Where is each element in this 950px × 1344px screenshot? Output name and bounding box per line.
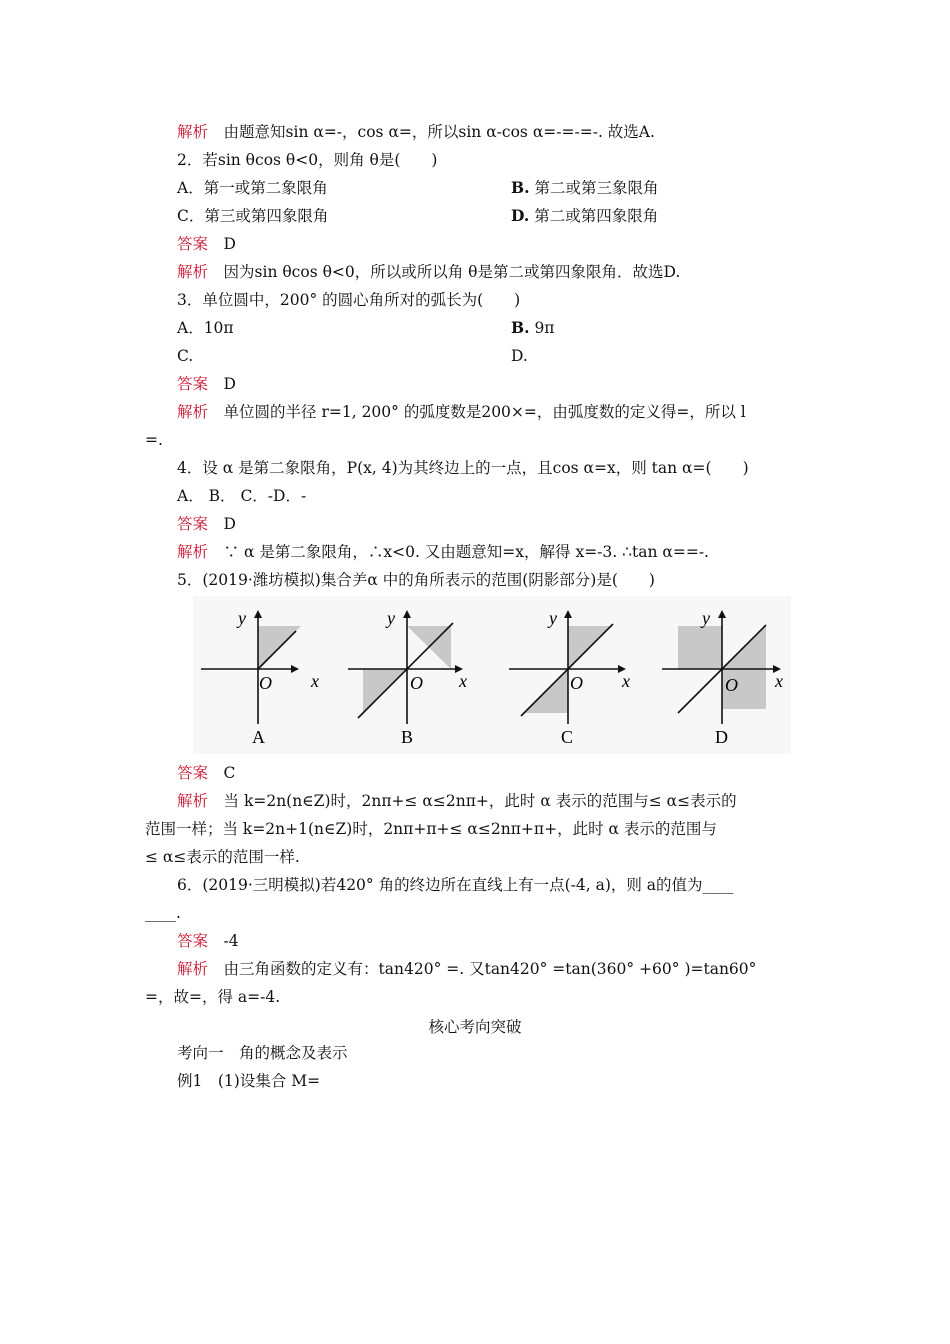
section-title: 核心考向突破 (428, 1018, 522, 1036)
answer-3: 答案 D (177, 375, 236, 393)
panel-c-x-label: x (622, 671, 630, 691)
panel-d-origin: O (725, 675, 738, 695)
explanation-3-cont: =. (145, 431, 163, 449)
panel-d-y-label: y (702, 608, 710, 628)
panel-d-shade-upper (678, 626, 722, 669)
question-6-stem-cont: ____. (145, 904, 181, 922)
question-2-options-cd: C．第三或第四象限角 D. 第二或第四象限角 (177, 206, 659, 225)
answer-2: 答案 D (177, 235, 236, 253)
panel-a-origin: O (259, 673, 272, 693)
answer-6: 答案 -4 (177, 932, 239, 950)
panel-b-origin: O (410, 673, 423, 693)
answer-5: 答案 C (177, 764, 236, 782)
explanation-4: 解析 ∵ α 是第二象限角，∴x<0. 又由题意知=x，解得 x=-3. ∴tan α==-. (177, 543, 709, 561)
question-3-options-cd: C. D. (177, 347, 528, 365)
question-5-stem: 5．(2019·潍坊模拟)集合⺶α 中的角所表示的范围(阴影部分)是( ) (177, 571, 655, 589)
explanation-6-cont: =，故=，得 a=-4. (145, 988, 281, 1006)
explanation-2: 解析 因为sin θcos θ<0，所以或所以角 θ是第二或第四象限角．故选D. (177, 263, 681, 281)
explanation-5: 解析 当 k=2n(n∈Z)时，2nπ+≤ α≤2nπ+，此时 α 表示的范围与≤ α≤表示的 (177, 792, 737, 810)
explanation-3: 解析 单位圆的半径 r=1, 200° 的弧度数是200×=，由弧度数的定义得=，所以 l (177, 403, 746, 421)
panel-a-label: A (252, 727, 265, 747)
panel-a-x-label: x (311, 671, 319, 691)
question-2-options-ab: A．第一或第二象限角 B. 第二或第三象限角 (177, 178, 659, 197)
panel-b-x-label: x (459, 671, 467, 691)
explanation-6: 解析 由三角函数的定义有：tan420° =. 又tan420° =tan(360° +60° )=tan60° (177, 960, 757, 978)
answer-4: 答案 D (177, 515, 236, 533)
question-3-options-ab: A．10π B. 9π (177, 318, 555, 337)
question-2-stem: 2．若sin θcos θ<0，则角 θ是( ) (177, 151, 438, 169)
question-4-stem: 4．设 α 是第二象限角，P(x, 4)为其终边上的一点，且cos α=x，则 tan α=( ) (177, 459, 749, 477)
panel-b-y-label: y (387, 608, 395, 628)
panel-a-y-label: y (238, 608, 246, 628)
question-6-stem: 6．(2019·三明模拟)若420° 角的终边所在直线上有一点(-4, a)，则 a的值为____ (177, 876, 734, 894)
question-5-figure (193, 596, 791, 754)
panel-c-label: C (561, 727, 574, 747)
explanation-5-cont-2: ≤ α≤表示的范围一样. (145, 848, 300, 866)
panel-b-label: B (401, 727, 414, 747)
example-1: 例1 (1)设集合 M= (177, 1072, 321, 1090)
explanation-line-1: 解析 由题意知sin α=-，cos α=，所以sin α-cos α=-=-=-. 故选A. (177, 123, 655, 141)
panel-c-origin: O (570, 673, 583, 693)
explanation-5-cont-1: 范围一样；当 k=2n+1(n∈Z)时，2nπ+π+≤ α≤2nπ+π+，此时 α 表示的范围与 (145, 820, 717, 838)
question-3-stem: 3．单位圆中，200° 的圆心角所对的弧长为( ) (177, 291, 521, 309)
panel-d-label: D (715, 727, 728, 747)
question-4-options: A． B． C．-D．- (177, 487, 307, 505)
subsection-title: 考向一 角的概念及表示 (177, 1044, 348, 1062)
panel-c-y-label: y (549, 608, 557, 628)
panel-d-x-label: x (775, 671, 783, 691)
